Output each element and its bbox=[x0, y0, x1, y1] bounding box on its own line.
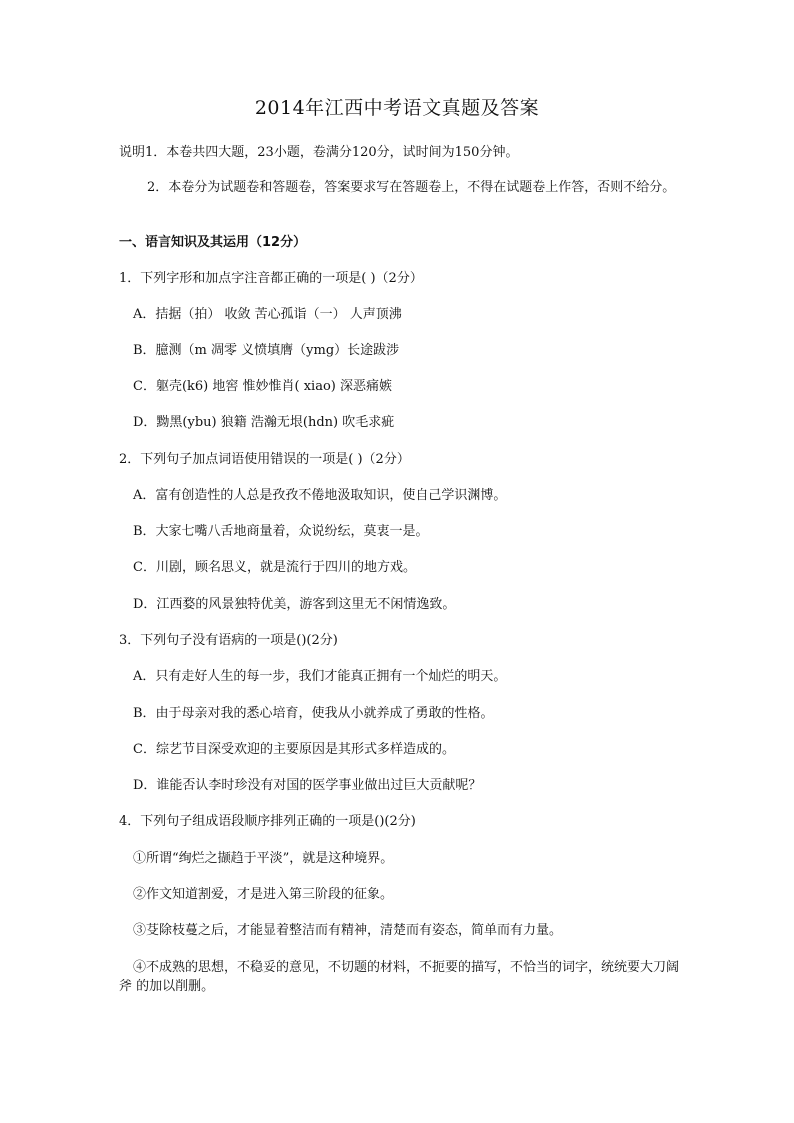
intro-note-2: 2．本卷分为试题卷和答题卷，答案要求写在答题卷上，不得在试题卷上作答，否则不给分。 bbox=[147, 180, 676, 195]
question-3-stem: 3．下列句子没有语病的一项是()(2分) bbox=[119, 633, 338, 648]
question-2-option-c: C．川剧，顾名思义，就是流行于四川的地方戏。 bbox=[133, 560, 416, 575]
question-4-sentence-4: ④不成熟的思想，不稳妥的意见，不切题的材料，不扼要的描写，不恰当的词字，统统要大刀阔斧 的加以削删。 bbox=[119, 960, 680, 994]
question-1-option-d: D．黝黑(ybu) 狼籍 浩瀚无垠(hdn) 吹毛求疵 bbox=[133, 415, 395, 430]
question-1-option-a: A．拮据（拍） 收敛 苦心孤诣（一） 人声顶沸 bbox=[133, 307, 402, 322]
section-heading-1: 一、语言知识及其运用（12分） bbox=[119, 235, 307, 250]
question-3-option-b: B．由于母亲对我的悉心培育，使我从小就养成了勇敢的性格。 bbox=[133, 706, 494, 721]
question-4-sentence-3: ③芟除枝蔓之后，才能显着整洁而有精神，清楚而有姿态，简单而有力量。 bbox=[133, 923, 563, 938]
question-1-stem: 1．下列字形和加点字注音都正确的一项是( )（2分） bbox=[119, 271, 423, 286]
question-4-sentence-2: ②作文知道割爱，才是进入第三阶段的征象。 bbox=[133, 887, 394, 902]
question-2-option-a: A．富有创造性的人总是孜孜不倦地汲取知识，使自己学识渊博。 bbox=[133, 488, 507, 503]
question-2-option-b: B．大家七嘴八舌地商量着，众说纷纭，莫衷一是。 bbox=[133, 524, 429, 539]
question-1-option-c: C．躯壳(k6) 地窖 惟妙惟肖( xiao) 深恶痛嫉 bbox=[133, 379, 392, 394]
intro-note-1: 说明1．本卷共四大题，23小题，卷满分120分，试时间为150分钟。 bbox=[119, 145, 519, 160]
question-2-option-d: D．江西婺的风景独特优美，游客到这里无不闲情逸致。 bbox=[133, 597, 456, 612]
question-1-option-b: B．臆测（m 凋零 义愤填膺（ymg）长途跋涉 bbox=[133, 343, 400, 358]
document-title: 2014年江西中考语文真题及答案 bbox=[254, 97, 540, 119]
question-4-stem: 4．下列句子组成语段顺序排列正确的一项是()(2分) bbox=[119, 814, 416, 829]
question-3-option-a: A．只有走好人生的每一步，我们才能真正拥有一个灿烂的明天。 bbox=[133, 669, 507, 684]
question-4-sentence-1: ①所谓“绚烂之撷趋于平淡”，就是这种境界。 bbox=[133, 851, 394, 866]
question-3-option-d: D．谁能否认李时珍没有对国的医学事业做出过巨大贡献呢？ bbox=[133, 778, 482, 793]
question-2-stem: 2．下列句子加点词语使用错误的一项是( )（2分） bbox=[119, 452, 410, 467]
question-3-option-c: C．综艺节目深受欢迎的主要原因是其形式多样造成的。 bbox=[133, 742, 455, 757]
